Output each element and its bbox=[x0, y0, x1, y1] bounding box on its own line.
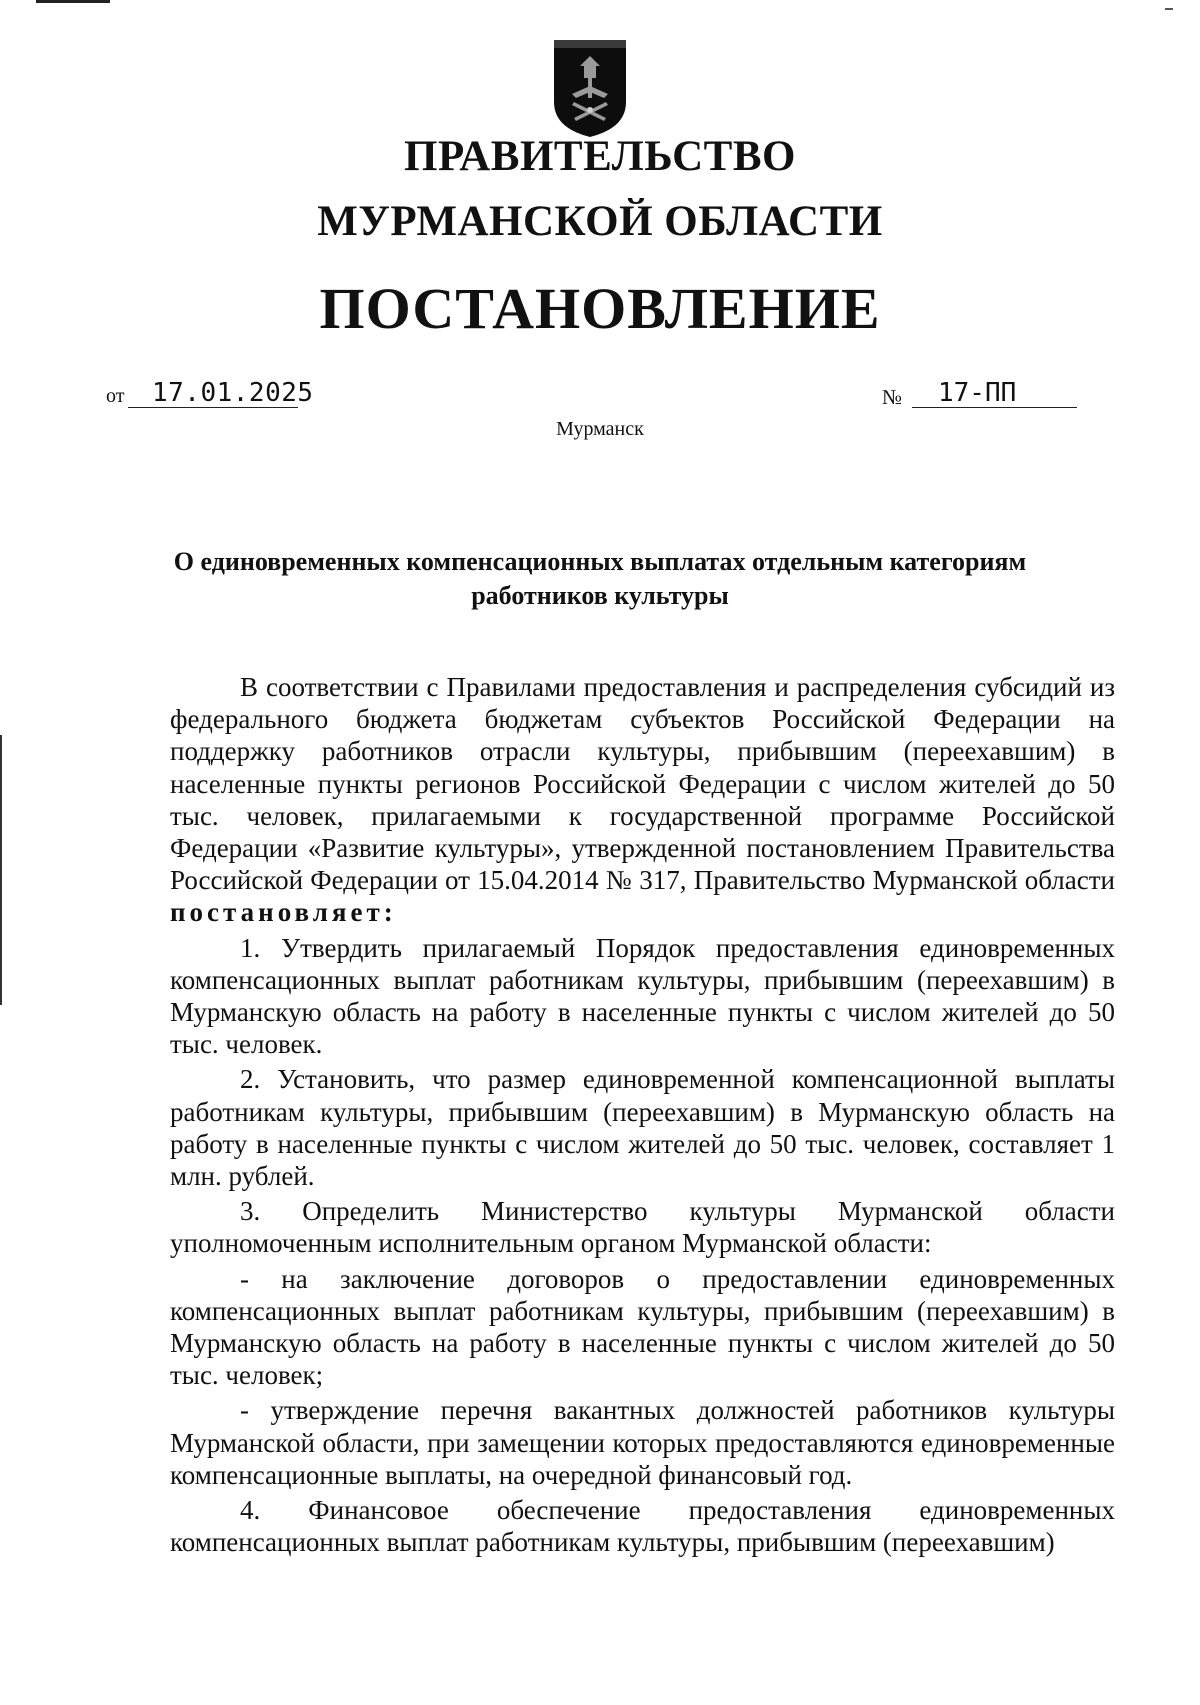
resolves-word: постановляет: bbox=[170, 897, 397, 928]
preamble-paragraph bbox=[170, 671, 1115, 929]
date-prefix: от bbox=[106, 385, 125, 407]
scan-artifact bbox=[0, 735, 2, 1005]
document-type: ПОСТАНОВЛЕНИЕ bbox=[319, 276, 881, 341]
organization-name-line1: ПРАВИТЕЛЬСТВО bbox=[404, 133, 796, 180]
scan-artifact bbox=[36, 0, 110, 3]
city-name: Мурманск bbox=[556, 418, 644, 440]
item-2: 2. Установить, что размер единовременной компенсационной выплаты работникам культуры, прибывшим (переехавшим) в Мурманскую область на работу в населенные пункты с числом жителей до 50 тыс. человек, составляет 1 млн. рублей. bbox=[170, 1064, 1115, 1192]
item-1: 1. Утвердить прилагаемый Порядок предоставления единовременных компенсационных выплат работникам культуры, прибывшим (переехавшим) в Мурманскую область на работу в населенные пункты с числом жителей до 50 тыс. человек. bbox=[170, 932, 1115, 1060]
number-prefix: № bbox=[882, 385, 903, 409]
preamble-text: В соответствии с Правилами предоставления и распределения субсидий из федерального бюджета бюджетам субъектов Российской Федерации на поддержку работников отрасли культуры, прибывшим (переехавшим) в населенные пункты регионов Российской Федерации с числом жителей до 50 тыс. человек, прилагаемыми к государственной программе Российской Федерации «Развитие культуры», утвержденной постановлением Правительства Российской Федерации от 15.04.2014 № 317, Правительство Мурманской области bbox=[170, 672, 1115, 896]
document-body bbox=[170, 671, 1115, 1558]
item-4: 4. Финансовое обеспечение предоставления единовременных компенсационных выплат работникам культуры, прибывшим (переехавшим) bbox=[170, 1495, 1115, 1558]
document-date: 17.01.2025 bbox=[152, 378, 314, 408]
coat-of-arms-icon bbox=[550, 36, 630, 140]
document-number: 17-ПП bbox=[938, 378, 1017, 408]
item-3-subitem-1: - на заключение договоров о предоставлении единовременных компенсационных выплат работникам культуры, прибывшим (переехавшим) в Мурманскую область на работу в населенные пункты с числом жителей до 50 тыс. человек; bbox=[170, 1263, 1115, 1391]
scan-artifact bbox=[1165, 8, 1173, 10]
item-3: 3. Определить Министерство культуры Мурманской области уполномоченным исполнительным органом Мурманской области: bbox=[170, 1196, 1115, 1259]
document-subject: О единовременных компенсационных выплатах отдельным категориям работников культуры bbox=[173, 547, 1027, 610]
organization-name-line2: МУРМАНСКОЙ ОБЛАСТИ bbox=[317, 198, 883, 245]
item-3-subitem-2: - утверждение перечня вакантных должностей работников культуры Мурманской области, при замещении которых предоставляются единовременные компенсационные выплаты, на очередной финансовый год. bbox=[170, 1395, 1115, 1490]
